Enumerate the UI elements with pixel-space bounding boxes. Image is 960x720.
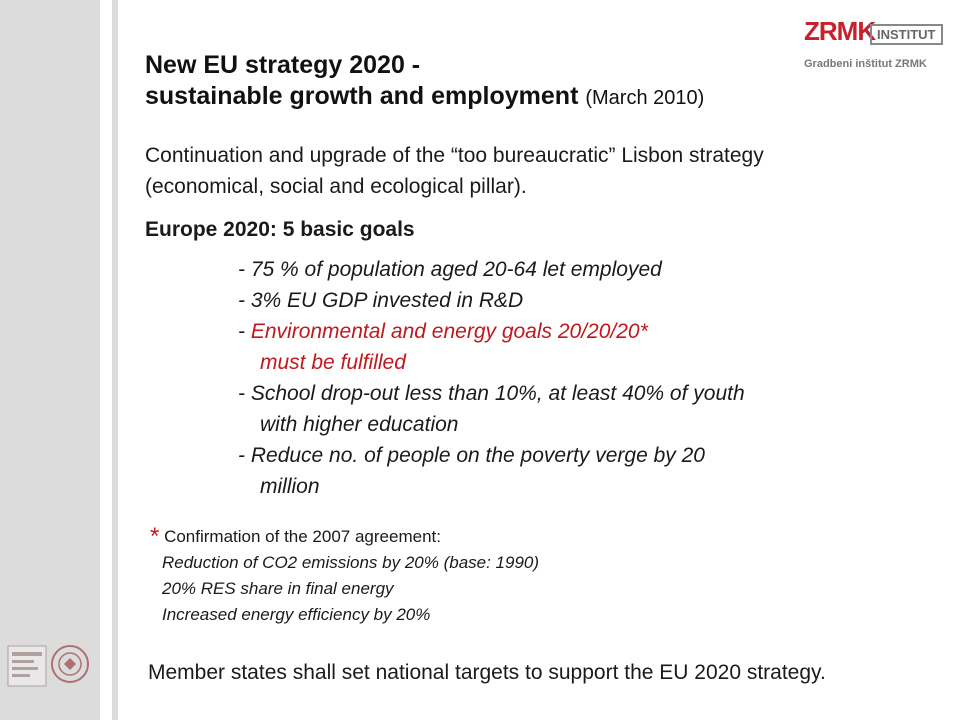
footnote-item: Reduction of CO2 emissions by 20% (base: 1990) xyxy=(162,553,540,572)
slide-title xyxy=(145,50,845,114)
title-line-1: New EU strategy 2020 - xyxy=(145,51,421,79)
goal-item-2 xyxy=(238,285,918,316)
intro-paragraph: Continuation and upgrade of the “too bureaucratic” Lisbon strategy (economical, social and ecological pillar). xyxy=(145,144,764,198)
footnote-asterisk: * xyxy=(150,523,160,550)
footnote-block xyxy=(150,524,850,628)
logo-mark: ZRMK xyxy=(804,16,876,46)
left-sidebar-stripe xyxy=(112,0,118,720)
goal-dash: - xyxy=(238,320,245,343)
goal-dash: - xyxy=(238,258,245,281)
goal-text: 3% EU GDP invested in R&D xyxy=(250,289,524,312)
goal-text: Reduce no. of people on the poverty verge by 20 xyxy=(250,444,705,467)
goal-text-highlight: Environmental and energy goals 20/20/20* xyxy=(250,320,648,343)
goal-text-continuation: million xyxy=(260,475,320,498)
goal-item-1 xyxy=(238,254,918,285)
title-date: (March 2010) xyxy=(585,87,705,109)
logo-institut-box: INSTITUT xyxy=(870,24,943,45)
closing-paragraph: Member states shall set national targets to support the EU 2020 strategy. xyxy=(148,661,826,684)
left-sidebar-band xyxy=(0,0,100,720)
goal-text-continuation: must be fulfilled xyxy=(260,351,406,374)
goal-text: School drop-out less than 10%, at least 40% of youth xyxy=(250,382,745,405)
goal-text-continuation: with higher education xyxy=(260,413,459,436)
logo-subtitle: Gradbeni inštitut ZRMK xyxy=(804,58,927,70)
goal-item-4 xyxy=(238,378,918,440)
title-line-2: sustainable growth and employment xyxy=(145,82,579,110)
certification-logos xyxy=(6,640,94,692)
footnote-item: 20% RES share in final energy xyxy=(162,579,394,598)
goal-dash: - xyxy=(238,382,245,405)
goals-heading: Europe 2020: 5 basic goals xyxy=(145,218,415,241)
goal-item-5 xyxy=(238,440,918,502)
footnote-item: Increased energy efficiency by 20% xyxy=(162,605,431,624)
goal-dash: - xyxy=(238,289,245,312)
footnote-list xyxy=(150,550,850,628)
goal-dash: - xyxy=(238,444,245,467)
footnote-heading: Confirmation of the 2007 agreement: xyxy=(164,527,441,546)
goal-text: 75 % of population aged 20-64 let employed xyxy=(250,258,662,281)
goal-item-3 xyxy=(238,316,918,378)
goals-list xyxy=(238,254,918,502)
